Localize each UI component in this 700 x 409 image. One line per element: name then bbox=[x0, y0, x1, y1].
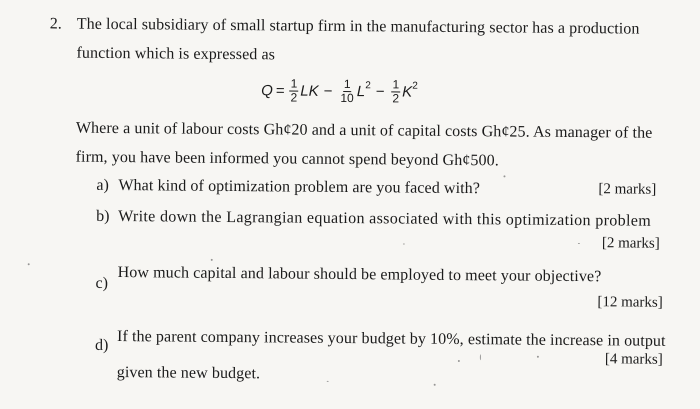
item-b-label: b) bbox=[96, 207, 110, 225]
item-d-text: If the parent company increases your budget by 10%, estimate the increase in output bbox=[116, 328, 666, 350]
eq-minus-1: − bbox=[323, 82, 333, 100]
scan-speck bbox=[403, 244, 405, 245]
eq-lhs: Q bbox=[261, 81, 273, 99]
eq-term-1: LK bbox=[300, 82, 319, 100]
eq-fraction-3 bbox=[391, 78, 400, 105]
eq-equals: = bbox=[275, 81, 285, 99]
intro-line-1: The local subsidiary of small startup firm in the manufacturing sector has a production bbox=[76, 15, 640, 38]
item-d-marks: [4 marks] bbox=[604, 351, 663, 368]
intro-line-2: function which is expressed as bbox=[76, 44, 276, 64]
item-b-text: Write down the Lagrangian equation associated with this optimization problem bbox=[118, 208, 652, 230]
eq-term-3-base: K bbox=[402, 83, 413, 101]
item-d-text-cont: given the new budget. bbox=[116, 364, 261, 383]
eq-fraction-2-num: 1 bbox=[343, 76, 351, 91]
item-b-marks: [2 marks] bbox=[601, 235, 660, 252]
eq-fraction-2 bbox=[339, 77, 355, 104]
item-c-label: c) bbox=[95, 274, 109, 292]
scan-speck bbox=[434, 384, 436, 386]
scan-speck bbox=[537, 356, 539, 358]
cost-line-1: Where a unit of labour costs Gh¢20 and a unit of capital costs Gh¢25. As manager of the bbox=[75, 119, 653, 142]
eq-term-2-base: L bbox=[356, 83, 366, 101]
item-a-label: a) bbox=[96, 176, 109, 194]
eq-minus-2: − bbox=[375, 82, 385, 100]
scan-speck bbox=[458, 360, 460, 362]
eq-fraction-3-den: 2 bbox=[392, 90, 400, 105]
eq-fraction-2-den: 10 bbox=[340, 90, 354, 105]
scan-speck bbox=[480, 354, 481, 360]
eq-fraction-3-num: 1 bbox=[392, 76, 400, 91]
item-d-label: d) bbox=[94, 336, 109, 354]
item-c-marks: [12 marks] bbox=[597, 294, 663, 311]
question-number: 2. bbox=[49, 15, 62, 33]
cost-line-2: firm, you have been informed you cannot spend beyond Gh¢500. bbox=[75, 148, 499, 170]
scan-speck bbox=[578, 243, 580, 244]
eq-fraction-1-num: 1 bbox=[290, 76, 298, 91]
eq-term-3 bbox=[402, 80, 418, 101]
item-a-text: What kind of optimization problem are you faced with? bbox=[118, 177, 481, 198]
eq-term-2 bbox=[357, 82, 371, 100]
production-function-equation bbox=[261, 70, 418, 111]
eq-fraction-1-den: 2 bbox=[290, 90, 298, 105]
item-c-text: How much capital and labour should be employed to meet your objective? bbox=[117, 264, 602, 286]
scan-speck bbox=[503, 175, 505, 177]
eq-term-3-exp: 2 bbox=[412, 80, 418, 92]
scan-speck bbox=[327, 381, 329, 382]
eq-fraction-1 bbox=[290, 77, 299, 104]
scan-speck bbox=[28, 263, 30, 265]
eq-term-2-exp: 2 bbox=[365, 80, 371, 92]
scan-speck bbox=[211, 259, 213, 261]
item-a-marks: [2 marks] bbox=[598, 181, 657, 198]
